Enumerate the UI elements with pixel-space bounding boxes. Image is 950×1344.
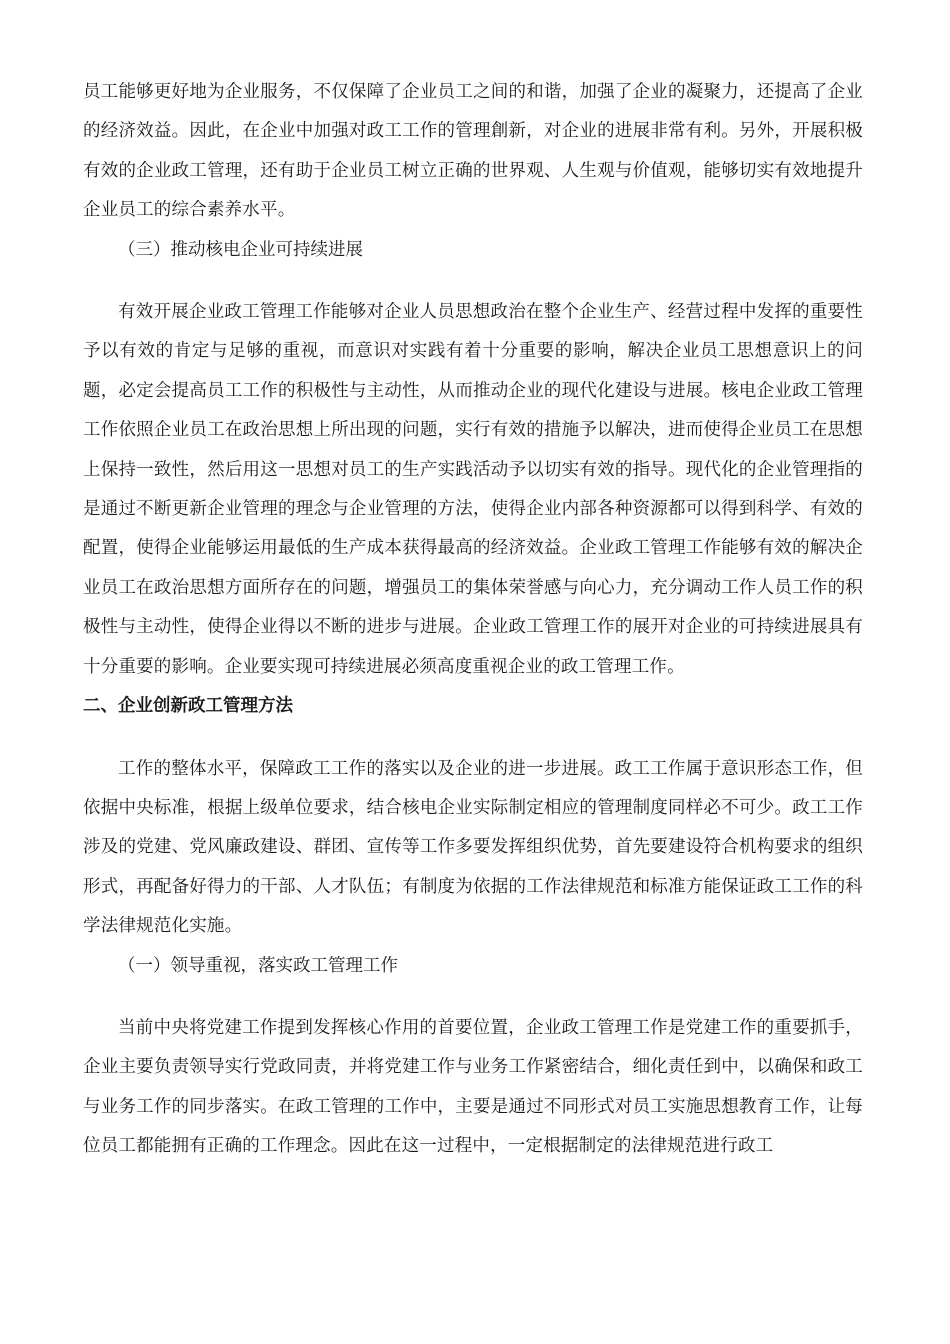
- subsection-heading: （一）领导重视，落实政工管理工作: [118, 955, 398, 976]
- body-paragraph: 当前中央将党建工作提到发挥核心作用的首要位置，企业政工管理工作是党建工作的重要抓手，企业主要负责领导实行党政同责，并将党建工作与业务工作紧密结合，细化责任到中，以确保和政工与业务工作的同步落实。在政工管理的工作中，主要是通过不同形式对员工实施思想教育工作，让每位员工都能拥有正确的工作理念。因此在这一过程中，一定根据制定的法律规范进行政工: [83, 1017, 863, 1157]
- subsection-heading: （三）推动核电企业可持续进展: [118, 239, 363, 260]
- document-page: [83, 73, 863, 1167]
- body-paragraph: 有效开展企业政工管理工作能够对企业人员思想政治在整个企业生产、经营过程中发挥的重要性予以有效的肯定与足够的重视，而意识对实践有着十分重要的影响，解决企业员工思想意识上的问题，必定会提高员工工作的积极性与主动性，从而推动企业的现代化建设与进展。核电企业政工管理工作依照企业员工在政治思想上所出现的问题，实行有效的措施予以解决，进而使得企业员工在思想上保持一致性，然后用这一思想对员工的生产实践活动予以切实有效的指导。现代化的企业管理指的是通过不断更新企业管理的理念与企业管理的方法，使得企业内部各种资源都可以得到科学、有效的配置，使得企业能够运用最低的生产成本获得最高的经济效益。企业政工管理工作能够有效的解决企业员工在政治思想方面所存在的问题，增强员工的集体荣誉感与向心力，充分调动工作人员工作的积极性与主动性，使得企业得以不断的进步与进展。企业政工管理工作的展开对企业的可持续进展具有十分重要的影响。企业要实现可持续进展必须高度重视企业的政工管理工作。: [83, 302, 863, 677]
- body-paragraph: 工作的整体水平，保障政工工作的落实以及企业的进一步进展。政工工作属于意识形态工作，但依据中央标准，根据上级单位要求，结合核电企业实际制定相应的管理制度同样必不可少。政工工作涉及的党建、党风廉政建设、群团、宣传等工作多要发挥组织优势，首先要建设符合机构要求的组织形式，再配备好得力的干部、人才队伍；有制度为依据的工作法律规范和标准方能保证政工工作的科学法律规范化实施。: [83, 758, 863, 937]
- body-paragraph: 员工能够更好地为企业服务，不仅保障了企业员工之间的和谐，加强了企业的凝聚力，还提高了企业的经济效益。因此，在企业中加强对政工工作的管理創新，对企业的进展非常有利。另外，开展积极有效的企业政工管理，还有助于企业员工树立正确的世界观、人生观与价值观，能够切实有效地提升企业员工的综合素养水平。: [83, 82, 863, 221]
- section-heading: 二、企业创新政工管理方法: [83, 696, 293, 717]
